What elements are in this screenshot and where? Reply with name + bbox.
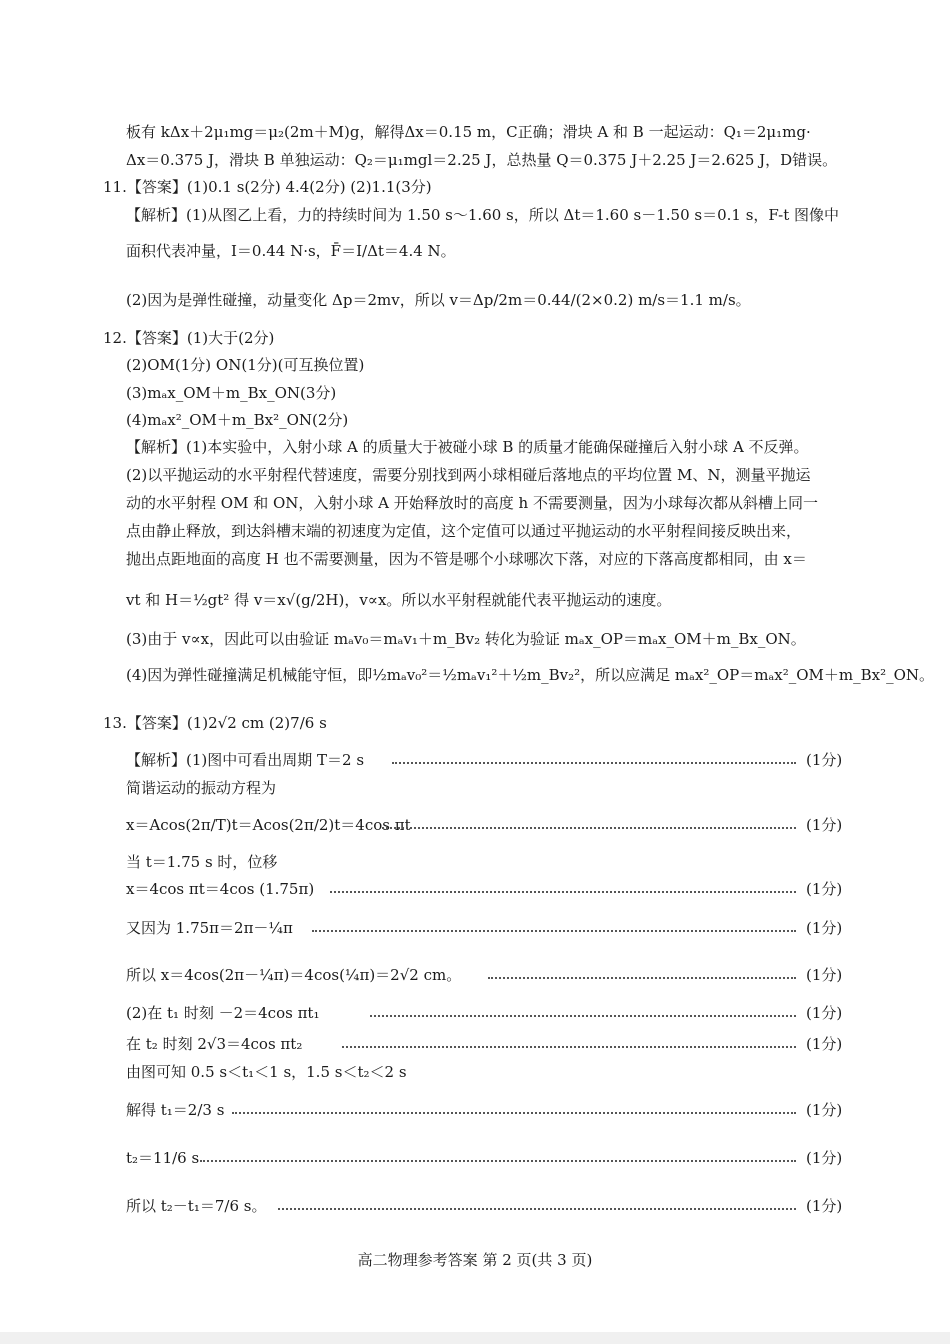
q11-analysis-2: 面积代表冲量，I＝0.44 N·s，F̄＝I/Δt＝4.4 N。 — [126, 242, 456, 260]
q13-step-text: 当 t＝1.75 s 时，位移 — [126, 853, 278, 871]
leader-dots — [232, 1112, 796, 1114]
q12-answer-4: (4)mₐx²_OM＋m_Bx²_ON(2分) — [126, 411, 349, 429]
q13-step-text: 又因为 1.75π＝2π－¼π — [126, 919, 293, 937]
leader-dots — [200, 1160, 796, 1162]
q13-step-text: x＝4cos πt＝4cos (1.75π) — [126, 880, 315, 898]
q12-analysis-1: 【解析】(1)本实验中，入射小球 A 的质量大于被碰小球 B 的质量才能确保碰撞后入射小球 A 不反弹。 — [126, 438, 809, 456]
q12-answer-2: (2)OM(1分) ON(1分)(可互换位置) — [126, 356, 365, 374]
q11-analysis-3: (2)因为是弹性碰撞，动量变化 Δp＝2mv，所以 v＝Δp/2m＝0.44/(2×0.2) m/s＝1.1 m/s。 — [126, 291, 751, 309]
q13-step-text: t₂＝11/6 s — [126, 1149, 200, 1167]
leader-dots — [330, 891, 796, 893]
q13-step-text: 【解析】(1)图中可看出周期 T＝2 s — [126, 751, 365, 769]
q13-step-text: x＝Acos(2π/T)t＝Acos(2π/2)t＝4cos πt — [126, 816, 411, 834]
q13-step-text: 所以 x＝4cos(2π－¼π)＝4cos(¼π)＝2√2 cm。 — [126, 966, 462, 984]
q13-step-score: (1分) — [806, 816, 843, 834]
q13-step-score: (1分) — [806, 1149, 843, 1167]
q13-step-score: (1分) — [806, 966, 843, 984]
q12-analysis-6: vt 和 H＝½gt² 得 v＝x√(g/2H)，v∝x。所以水平射程就能代表平抛运动的速度。 — [126, 591, 672, 609]
q13-step-score: (1分) — [806, 751, 843, 769]
leader-dots — [342, 1046, 796, 1048]
q13-answer: 13.【答案】(1)2√2 cm (2)7/6 s — [103, 714, 327, 732]
q11-answer: 11.【答案】(1)0.1 s(2分) 4.4(2分) (2)1.1(3分) — [103, 178, 432, 196]
leader-dots — [278, 1208, 796, 1210]
q13-step-score: (1分) — [806, 919, 843, 937]
q12-analysis-8: (4)因为弹性碰撞满足机械能守恒，即½mₐv₀²＝½mₐv₁²＋½m_Bv₂²，所以应满足 mₐx²_OP＝mₐx²_OM＋m_Bx²_ON。 — [126, 666, 935, 684]
q13-step-text: 由图可知 0.5 s＜t₁＜1 s，1.5 s＜t₂＜2 s — [126, 1063, 407, 1081]
q13-step-text: 简谐运动的振动方程为 — [126, 779, 277, 797]
q13-step-score: (1分) — [806, 1197, 843, 1215]
q12-answer-1: 12.【答案】(1)大于(2分) — [103, 329, 275, 347]
leader-dots — [370, 1015, 796, 1017]
q13-step-score: (1分) — [806, 1004, 843, 1022]
leader-dots — [382, 827, 796, 829]
q12-analysis-2: (2)以平抛运动的水平射程代替速度，需要分别找到两小球相碰后落地点的平均位置 M、N，测量平抛运 — [126, 466, 811, 484]
q12-analysis-3: 动的水平射程 OM 和 ON，入射小球 A 开始释放时的高度 h 不需要测量，因为小球每次都从斜槽上同一 — [126, 494, 818, 512]
page-footer: 高二物理参考答案 第 2 页(共 3 页) — [357, 1251, 593, 1269]
q10-line-2: Δx＝0.375 J，滑块 B 单独运动：Q₂＝μ₁mgl＝2.25 J，总热量 Q＝0.375 J＋2.25 J＝2.625 J，D错误。 — [126, 151, 838, 169]
q11-analysis-1: 【解析】(1)从图乙上看，力的持续时间为 1.50 s～1.60 s，所以 Δt＝1.60 s－1.50 s＝0.1 s，F-t 图像中 — [126, 206, 840, 224]
q13-step-text: (2)在 t₁ 时刻 －2＝4cos πt₁ — [126, 1004, 320, 1022]
q12-answer-3: (3)mₐx_OM＋m_Bx_ON(3分) — [126, 384, 337, 402]
q13-step-text: 在 t₂ 时刻 2√3＝4cos πt₂ — [126, 1035, 303, 1053]
leader-dots — [312, 930, 796, 932]
leader-dots — [488, 977, 796, 979]
q13-step-score: (1分) — [806, 880, 843, 898]
q12-analysis-4: 点由静止释放，到达斜槽末端的初速度为定值，这个定值可以通过平抛运动的水平射程间接反映出来， — [126, 522, 802, 540]
q13-step-score: (1分) — [806, 1101, 843, 1119]
q13-step-text: 解得 t₁＝2/3 s — [126, 1101, 225, 1119]
q12-analysis-5: 抛出点距地面的高度 H 也不需要测量，因为不管是哪个小球哪次下落，对应的下落高度都相同，由 x＝ — [126, 550, 807, 568]
q10-line-1: 板有 kΔx＋2μ₁mg＝μ₂(2m＋M)g，解得Δx＝0.15 m，C正确；滑块 A 和 B 一起运动：Q₁＝2μ₁mg· — [126, 123, 811, 141]
q13-step-text: 所以 t₂－t₁＝7/6 s。 — [126, 1197, 267, 1215]
q13-step-score: (1分) — [806, 1035, 843, 1053]
leader-dots — [392, 762, 796, 764]
page-bottom-edge — [0, 1332, 950, 1344]
q12-analysis-7: (3)由于 v∝x，因此可以由验证 mₐv₀＝mₐv₁＋m_Bv₂ 转化为验证 mₐx_OP＝mₐx_OM＋m_Bx_ON。 — [126, 630, 806, 648]
